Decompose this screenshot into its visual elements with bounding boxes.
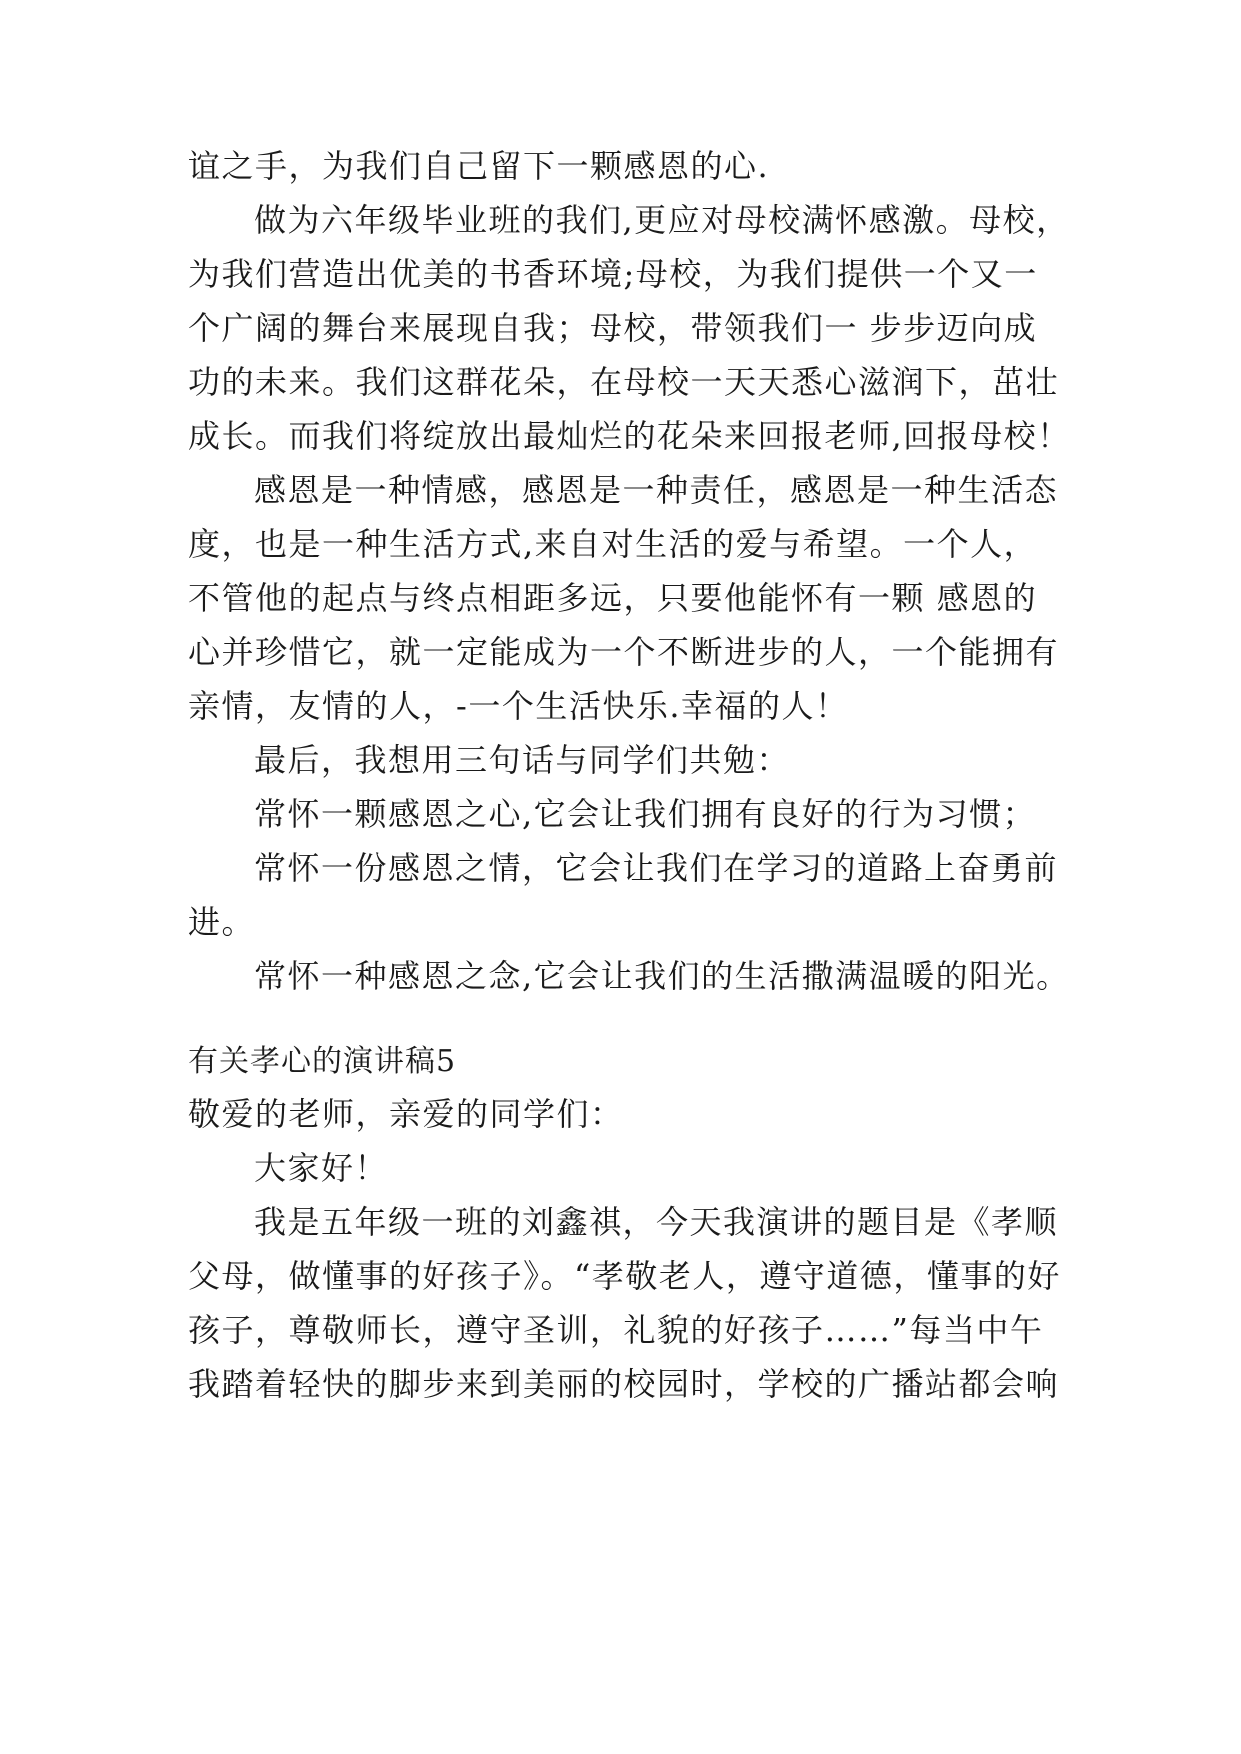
paragraph-line: 常怀一份感恩之情，它会让我们在学习的道路上奋勇前: [254, 849, 1059, 887]
paragraph-line: 我是五年级一班的刘鑫祺，今天我演讲的题目是《孝顺: [254, 1203, 1059, 1241]
paragraph-line: 常怀一颗感恩之心,它会让我们拥有良好的行为习惯；: [254, 795, 1037, 833]
paragraph-line: 谊之手，为我们自己留下一颗感恩的心.: [188, 147, 770, 185]
section-title: 有关孝心的演讲稿5: [188, 1044, 457, 1079]
paragraph-line: 度，也是一种生活方式,来自对生活的爱与希望。一个人，: [188, 525, 1038, 563]
paragraph-line: 常怀一种感恩之念,它会让我们的生活撒满温暖的阳光。: [254, 957, 1070, 995]
paragraph-line: 我踏着轻快的脚步来到美丽的校园时，学校的广播站都会响: [188, 1365, 1060, 1403]
paragraph-line: 亲情，友情的人，-一个生活快乐.幸福的人！: [188, 687, 849, 725]
paragraph-line: 功的未来。我们这群花朵，在母校一天天悉心滋润下，茁壮: [188, 363, 1060, 401]
paragraph-line: 做为六年级毕业班的我们,更应对母校满怀感激。母校，: [254, 201, 1070, 239]
paragraph-line: 最后，我想用三句话与同学们共勉：: [254, 741, 791, 779]
paragraph-line: 孩子，尊敬师长，遵守圣训，礼貌的好孩子……”每当中午: [188, 1311, 1044, 1349]
paragraph-line: 父母，做懂事的好孩子》。“孝敬老人，遵守道德，懂事的好: [188, 1257, 1061, 1295]
salutation-line: 敬爱的老师，亲爱的同学们：: [188, 1095, 624, 1133]
paragraph-line: 为我们营造出优美的书香环境;母校，为我们提供一个又一: [188, 255, 1038, 293]
paragraph-line: 不管他的起点与终点相距多远，只要他能怀有一颗 感恩的: [188, 579, 1038, 617]
paragraph-line: 个广阔的舞台来展现自我；母校，带领我们一 步步迈向成: [188, 309, 1038, 347]
paragraph-line: 感恩是一种情感，感恩是一种责任，感恩是一种生活态: [254, 471, 1059, 509]
paragraph-line: 进。: [188, 903, 256, 941]
paragraph-line: 心并珍惜它，就一定能成为一个不断进步的人，一个能拥有: [188, 633, 1060, 671]
paragraph-line: 成长。而我们将绽放出最灿烂的花朵来回报老师,回报母校！: [188, 417, 1071, 455]
paragraph-line: 大家好！: [254, 1149, 389, 1187]
